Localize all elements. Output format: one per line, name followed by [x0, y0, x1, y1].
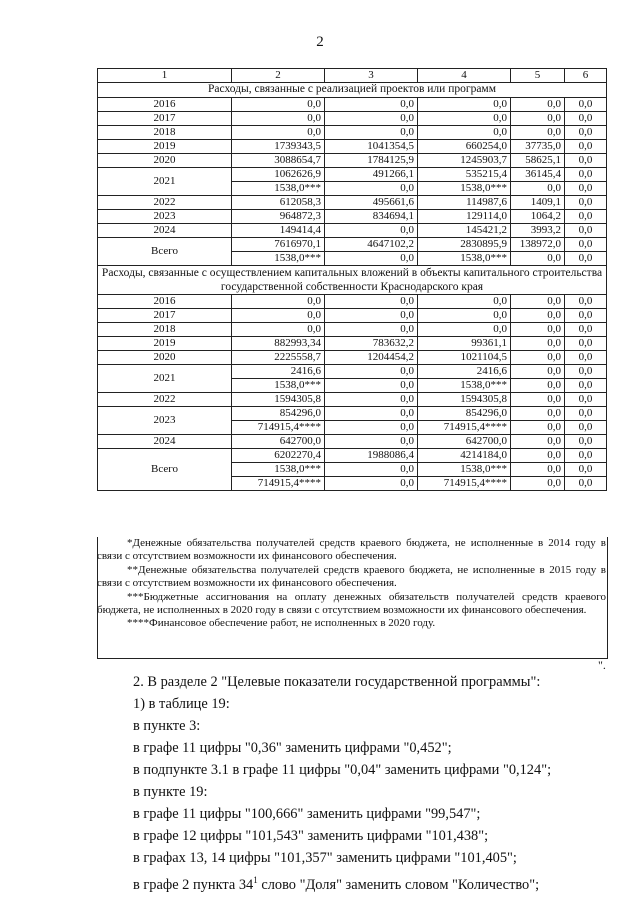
value-cell: 834694,1: [325, 210, 418, 224]
text-line: в графе 11 цифры "100,666" заменить цифрами "99,547";: [133, 806, 481, 822]
value-cell: 0,0: [565, 252, 607, 266]
value-cell: 0,0: [325, 477, 418, 491]
header-cell: 1: [98, 69, 232, 83]
value-cell: 0,0: [325, 421, 418, 435]
value-cell: 0,0: [511, 337, 565, 351]
value-cell: 964872,3: [232, 210, 325, 224]
value-cell: 0,0: [511, 295, 565, 309]
value-cell: 3088654,7: [232, 154, 325, 168]
year-cell: 2022: [98, 196, 232, 210]
table-row: [98, 196, 607, 210]
value-cell: 0,0: [565, 210, 607, 224]
value-cell: 0,0: [325, 295, 418, 309]
value-cell: 1538,0***: [418, 379, 511, 393]
value-cell: 2416,6: [232, 365, 325, 379]
table-row: [98, 309, 607, 323]
value-cell: 0,0: [325, 252, 418, 266]
year-cell: 2024: [98, 435, 232, 449]
value-cell: 0,0: [511, 351, 565, 365]
text-line: в графе 12 цифры "101,543" заменить цифрами "101,438";: [133, 828, 489, 844]
value-cell: 0,0: [325, 182, 418, 196]
header-cell: 6: [565, 69, 607, 83]
table-row: [98, 154, 607, 168]
superscript: 1: [253, 875, 258, 885]
text-line: в графах 13, 14 цифры "101,357" заменить цифрами "101,405";: [133, 850, 517, 866]
closing-quote: ".: [598, 658, 606, 672]
section-title: Расходы, связанные с реализацией проектов или программ: [98, 83, 607, 98]
value-cell: 3993,2: [511, 224, 565, 238]
value-cell: 0,0: [511, 126, 565, 140]
value-cell: 0,0: [511, 435, 565, 449]
year-cell: 2018: [98, 323, 232, 337]
page-number: 2: [316, 34, 324, 50]
value-cell: 0,0: [325, 98, 418, 112]
value-cell: 1064,2: [511, 210, 565, 224]
value-cell: 0,0: [565, 351, 607, 365]
value-cell: 0,0: [511, 477, 565, 491]
value-cell: 37735,0: [511, 140, 565, 154]
year-cell: Всего: [98, 238, 232, 266]
year-cell: 2022: [98, 393, 232, 407]
value-cell: 0,0: [565, 182, 607, 196]
value-cell: 0,0: [325, 309, 418, 323]
budget-table-body: [98, 69, 607, 491]
value-cell: 0,0: [511, 449, 565, 463]
table-row: [98, 295, 607, 309]
header-cell: 5: [511, 69, 565, 83]
header-cell: 2: [232, 69, 325, 83]
footnote: **Денежные обязательства получателей средств краевого бюджета, не исполненные в 2015 году в связи с отсутствием возможности их финансового обеспечения.: [97, 563, 606, 590]
table-row: [98, 140, 607, 154]
value-cell: 36145,4: [511, 168, 565, 182]
table-row: [98, 323, 607, 337]
value-cell: 145421,2: [418, 224, 511, 238]
value-cell: 0,0: [232, 295, 325, 309]
value-cell: 1409,1: [511, 196, 565, 210]
value-cell: 58625,1: [511, 154, 565, 168]
value-cell: 0,0: [565, 309, 607, 323]
table-row: [98, 238, 607, 252]
value-cell: 0,0: [565, 435, 607, 449]
value-cell: 0,0: [325, 224, 418, 238]
value-cell: 0,0: [565, 463, 607, 477]
table-row: [98, 224, 607, 238]
value-cell: 0,0: [232, 323, 325, 337]
value-cell: 714915,4****: [418, 477, 511, 491]
text-line: в пункте 19:: [133, 784, 208, 800]
value-cell: 0,0: [325, 112, 418, 126]
text-line: 2. В разделе 2 "Целевые показатели государственной программы":: [133, 674, 541, 690]
footnote: ****Финансовое обеспечение работ, не исполненных в 2020 году.: [127, 617, 436, 630]
value-cell: 0,0: [511, 112, 565, 126]
value-cell: 0,0: [511, 323, 565, 337]
year-cell: 2023: [98, 210, 232, 224]
value-cell: 0,0: [565, 449, 607, 463]
value-cell: 882993,34: [232, 337, 325, 351]
header-cell: 4: [418, 69, 511, 83]
year-cell: 2021: [98, 365, 232, 393]
value-cell: 1538,0***: [232, 182, 325, 196]
table-row: [98, 449, 607, 463]
year-cell: 2024: [98, 224, 232, 238]
value-cell: 0,0: [511, 379, 565, 393]
value-cell: 1021104,5: [418, 351, 511, 365]
value-cell: 0,0: [232, 98, 325, 112]
value-cell: 0,0: [325, 126, 418, 140]
table-row: [98, 435, 607, 449]
value-cell: 0,0: [565, 393, 607, 407]
year-cell: 2016: [98, 98, 232, 112]
value-cell: 0,0: [418, 126, 511, 140]
value-cell: 0,0: [511, 407, 565, 421]
value-cell: 1204454,2: [325, 351, 418, 365]
value-cell: 714915,4****: [232, 477, 325, 491]
year-cell: 2019: [98, 140, 232, 154]
value-cell: 1538,0***: [418, 182, 511, 196]
footnote: *Денежные обязательства получателей средств краевого бюджета, не исполненные в 2014 году в связи с отсутствием возможности их финансового обеспечения.: [97, 537, 606, 563]
year-cell: 2021: [98, 168, 232, 196]
value-cell: 1594305,8: [418, 393, 511, 407]
value-cell: 0,0: [565, 238, 607, 252]
year-cell: 2017: [98, 309, 232, 323]
value-cell: 1062626,9: [232, 168, 325, 182]
value-cell: 0,0: [565, 140, 607, 154]
value-cell: 0,0: [325, 407, 418, 421]
value-cell: 0,0: [325, 379, 418, 393]
value-cell: 1988086,4: [325, 449, 418, 463]
table-row: [98, 112, 607, 126]
table-row: [98, 407, 607, 421]
value-cell: 660254,0: [418, 140, 511, 154]
value-cell: 0,0: [565, 112, 607, 126]
table-row: [98, 210, 607, 224]
value-cell: 6202270,4: [232, 449, 325, 463]
table-row: [98, 126, 607, 140]
value-cell: 0,0: [511, 309, 565, 323]
value-cell: 0,0: [511, 252, 565, 266]
value-cell: 0,0: [565, 407, 607, 421]
value-cell: 0,0: [565, 98, 607, 112]
table-header-row: [98, 69, 607, 83]
value-cell: 642700,0: [232, 435, 325, 449]
section-title-row: [98, 83, 607, 98]
value-cell: 714915,4****: [418, 421, 511, 435]
value-cell: 0,0: [565, 365, 607, 379]
value-cell: 0,0: [511, 182, 565, 196]
text-line: в графе 11 цифры "0,36" заменить цифрами "0,452";: [133, 740, 452, 756]
value-cell: 0,0: [511, 365, 565, 379]
value-cell: 0,0: [511, 98, 565, 112]
value-cell: 0,0: [511, 421, 565, 435]
value-cell: 1538,0***: [418, 463, 511, 477]
value-cell: 0,0: [325, 393, 418, 407]
value-cell: 0,0: [565, 379, 607, 393]
value-cell: 138972,0: [511, 238, 565, 252]
value-cell: 0,0: [565, 196, 607, 210]
value-cell: 783632,2: [325, 337, 418, 351]
value-cell: 2416,6: [418, 365, 511, 379]
value-cell: 0,0: [232, 309, 325, 323]
value-cell: 1538,0***: [232, 463, 325, 477]
value-cell: 0,0: [565, 224, 607, 238]
year-cell: 2020: [98, 351, 232, 365]
footnote: ***Бюджетные ассигнования на оплату денежных обязательств получателей средств краевого бюджета, не исполненных в 2020 году в связи с отсутствием возможности их финансового обеспечения.: [97, 590, 606, 617]
text-line: [133, 869, 603, 896]
value-cell: 0,0: [418, 112, 511, 126]
value-cell: 495661,6: [325, 196, 418, 210]
value-cell: 0,0: [565, 295, 607, 309]
value-cell: 1538,0***: [232, 252, 325, 266]
value-cell: 0,0: [418, 323, 511, 337]
year-cell: 2019: [98, 337, 232, 351]
value-cell: 0,0: [565, 154, 607, 168]
value-cell: 7616970,1: [232, 238, 325, 252]
year-cell: 2018: [98, 126, 232, 140]
value-cell: 535215,4: [418, 168, 511, 182]
value-cell: 0,0: [565, 421, 607, 435]
value-cell: 99361,1: [418, 337, 511, 351]
section-title-row: [98, 266, 607, 295]
value-cell: 642700,0: [418, 435, 511, 449]
amendment-text: [133, 671, 603, 896]
value-cell: 0,0: [418, 309, 511, 323]
value-cell: 0,0: [232, 126, 325, 140]
value-cell: 0,0: [565, 168, 607, 182]
value-cell: 491266,1: [325, 168, 418, 182]
table-row: [98, 393, 607, 407]
year-cell: 2016: [98, 295, 232, 309]
table-row: [98, 168, 607, 182]
value-cell: 0,0: [418, 98, 511, 112]
value-cell: 149414,4: [232, 224, 325, 238]
value-cell: 1041354,5: [325, 140, 418, 154]
value-cell: 0,0: [511, 463, 565, 477]
value-cell: 0,0: [325, 463, 418, 477]
table-row: [98, 365, 607, 379]
value-cell: 854296,0: [232, 407, 325, 421]
value-cell: 0,0: [565, 477, 607, 491]
value-cell: 129114,0: [418, 210, 511, 224]
value-cell: 4647102,2: [325, 238, 418, 252]
value-cell: 2830895,9: [418, 238, 511, 252]
value-cell: 0,0: [565, 126, 607, 140]
value-cell: 1594305,8: [232, 393, 325, 407]
value-cell: 0,0: [565, 337, 607, 351]
table-row: [98, 98, 607, 112]
text-line: в подпункте 3.1 в графе 11 цифры "0,04" заменить цифрами "0,124";: [133, 762, 552, 778]
value-cell: 1538,0***: [418, 252, 511, 266]
text-line: 1) в таблице 19:: [133, 696, 230, 712]
value-cell: 1739343,5: [232, 140, 325, 154]
budget-table: [97, 68, 607, 491]
year-cell: 2017: [98, 112, 232, 126]
header-cell: 3: [325, 69, 418, 83]
section-title: Расходы, связанные с осуществлением капитальных вложений в объекты капитального строительства государственной собственности Краснодарского края: [98, 266, 607, 295]
value-cell: 0,0: [565, 323, 607, 337]
value-cell: 0,0: [418, 295, 511, 309]
value-cell: 1245903,7: [418, 154, 511, 168]
value-cell: 612058,3: [232, 196, 325, 210]
text-line: в пункте 3:: [133, 718, 201, 734]
value-cell: 0,0: [325, 323, 418, 337]
value-cell: 0,0: [511, 393, 565, 407]
value-cell: 0,0: [232, 112, 325, 126]
value-cell: 1784125,9: [325, 154, 418, 168]
value-cell: 854296,0: [418, 407, 511, 421]
value-cell: 714915,4****: [232, 421, 325, 435]
value-cell: 1538,0***: [232, 379, 325, 393]
text-fragment: слово "Доля" заменить словом "Количество";: [257, 876, 540, 893]
table-row: [98, 351, 607, 365]
value-cell: 114987,6: [418, 196, 511, 210]
value-cell: 0,0: [325, 435, 418, 449]
year-cell: 2023: [98, 407, 232, 435]
value-cell: 4214184,0: [418, 449, 511, 463]
table-row: [98, 337, 607, 351]
value-cell: 2225558,7: [232, 351, 325, 365]
footnotes: [97, 537, 606, 631]
year-cell: Всего: [98, 449, 232, 491]
text-fragment: в графе 2 пункта 34: [133, 876, 254, 893]
year-cell: 2020: [98, 154, 232, 168]
value-cell: 0,0: [325, 365, 418, 379]
